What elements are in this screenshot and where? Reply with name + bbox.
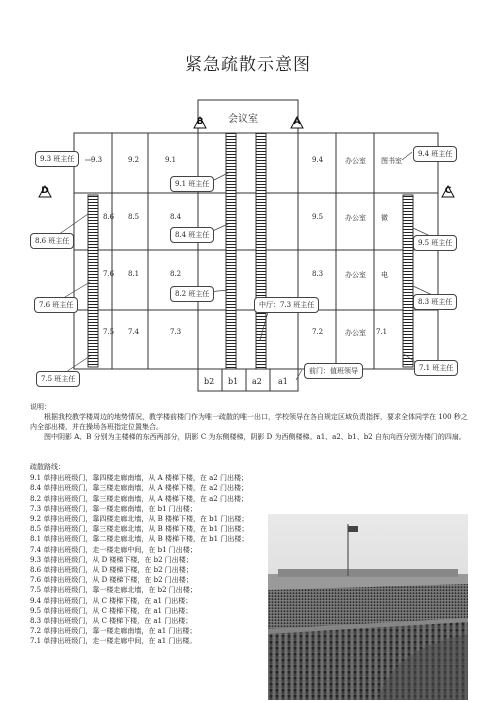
room-office-3: 办公室: [345, 214, 366, 222]
room-7-1: 7.1: [376, 328, 388, 336]
route-item: 9.4 单排出班级门，从 C 楼梯下楼，在 a1 门出楼；: [30, 596, 193, 605]
badge-d: D: [38, 185, 52, 198]
callout-7-1: 7.1 班主任: [414, 360, 458, 376]
route-item: 7.2 单排出班级门，靠一楼走廊南墙，在 a1 门出楼；: [30, 627, 197, 636]
callout-7-6: 7.6 班主任: [34, 297, 78, 313]
room-7-2: 7.2: [312, 328, 324, 336]
callout-8-6: 8.6 班主任: [30, 233, 74, 249]
route-item: 8.4 单排出班级门，靠三楼走廊南墙，从 A 楼梯下楼，在 a2 门出楼；: [30, 484, 248, 493]
routes-heading: 疏散路线：: [30, 463, 65, 471]
stair-c: [403, 195, 413, 367]
room-8-2: 8.2: [170, 270, 182, 278]
stair-d: [88, 195, 98, 367]
callout-8-3: 8.3 班主任: [413, 294, 457, 310]
room-9-3: 9.3: [91, 156, 103, 164]
route-item: 9.2 单排出班级门，靠四楼走廊北墙，从 B 楼梯下楼，在 b1 门出楼；: [30, 515, 249, 524]
callout-9-1: 9.1 班主任: [170, 176, 214, 192]
notes-paragraph-2: 图中阴影 A、B 分别为主楼梯的东西两部分，阴影 C 为东侧楼梯，阴影 D 为西侧楼梯。a1、a2、b1、b2 自东向西分别为楼门的四扇。: [44, 433, 466, 441]
stair-b: [226, 133, 236, 369]
notes-heading: 说明：: [30, 403, 51, 411]
route-item: 8.1 单排出班级门，靠二楼走廊北墙，从 B 楼梯下楼，在 b1 门出楼；: [30, 535, 249, 544]
notes-paragraph-1: 根据我校教学楼周边的地势情况，教学楼前楼门作为唯一疏散的唯一出口，学校领导在各自规定区域负责指挥，要求全体同学在 100 秒之内全部出楼，并在操场各班指定位置集合。: [30, 413, 468, 431]
notes-section: [30, 402, 470, 442]
room-micro: 微: [381, 214, 388, 222]
room-9-4: 9.4: [312, 156, 324, 164]
page-title: 紧急疏散示意图: [185, 55, 311, 75]
meeting-room-label: 会议室: [228, 114, 258, 125]
route-item: 9.1 单排出班级门，靠四楼走廊南墙，从 A 楼梯下楼，在 a2 门出楼；: [30, 474, 248, 483]
callout-7-5: 7.5 班主任: [36, 371, 80, 387]
routes-section: [30, 462, 248, 647]
route-item: 9.3 单排出班级门，从 D 楼梯下楼，在 b2 门出楼；: [30, 555, 193, 564]
room-8-4: 8.4: [170, 213, 182, 221]
badge-a: A: [290, 116, 304, 129]
route-item: 8.5 单排出班级门，靠三楼走廊北墙，从 B 楼梯下楼，在 b1 门出楼；: [30, 525, 249, 534]
drill-photo: [268, 514, 468, 700]
stair-a: [256, 133, 266, 369]
route-item: 7.6 单排出班级门，从 D 楼梯下楼，在 b2 门出楼；: [30, 576, 193, 585]
room-9-1: 9.1: [165, 156, 177, 164]
room-7-6: 7.6: [103, 270, 115, 278]
room-office-2: 办公室: [345, 271, 366, 279]
callout-9-4: 9.4 班主任: [413, 146, 457, 162]
gate-b2: b2: [204, 377, 215, 386]
route-item: 8.6 单排出班级门，从 D 楼梯下楼，在 b2 门出楼；: [30, 566, 193, 575]
gate-a1: a1: [278, 377, 288, 386]
room-office-4: 办公室: [345, 157, 366, 165]
gate-a2: a2: [252, 377, 262, 386]
route-item: 7.3 单排出班级门，靠一楼走廊南墙，在 b1 门出楼；: [30, 504, 197, 513]
callout-front-gate: 前门：值班领导: [304, 363, 363, 379]
callout-8-4: 8.4 班主任: [170, 227, 214, 243]
room-electric: 电: [381, 271, 388, 279]
room-7-3: 7.3: [170, 328, 182, 336]
room-8-1: 8.1: [128, 270, 140, 278]
route-item: 7.4 单排出班级门，走一楼走廊中间，在 b1 门出楼；: [30, 545, 197, 554]
room-9-5: 9.5: [312, 213, 324, 221]
route-item: 7.5 单排出班级门，靠一楼走廊北墙，在 b2 门出楼；: [30, 586, 197, 595]
callout-8-2: 8.2 班主任: [170, 286, 214, 302]
badge-c: C: [441, 185, 455, 198]
room-8-6: 8.6: [103, 213, 115, 221]
callout-hall: 中厅：7.3 班主任: [254, 297, 319, 313]
route-item: 8.3 单排出班级门，从 C 楼梯下楼，在 a1 门出楼；: [30, 617, 193, 626]
route-item: 9.5 单排出班级门，从 C 楼梯下楼，在 a1 门出楼；: [30, 606, 193, 615]
room-8-3: 8.3: [312, 270, 324, 278]
room-7-4: 7.4: [128, 328, 140, 336]
badge-b: B: [193, 116, 207, 129]
room-office-1: 办公室: [345, 329, 366, 337]
route-item: 7.1 单排出班级门，走一楼走廊中间，在 a1 门出楼。: [30, 637, 197, 646]
route-item: 8.2 单排出班级门，靠三楼走廊南墙，从 A 楼梯下楼，在 a2 门出楼；: [30, 494, 248, 503]
callout-9-3: 9.3 班主任: [35, 151, 79, 167]
room-library: 图书室: [381, 157, 402, 165]
room-7-5: 7.5: [103, 328, 115, 336]
room-9-2: 9.2: [128, 156, 140, 164]
room-8-5: 8.5: [128, 213, 140, 221]
gate-b1: b1: [228, 377, 239, 386]
callout-9-5: 9.5 班主任: [413, 235, 457, 251]
